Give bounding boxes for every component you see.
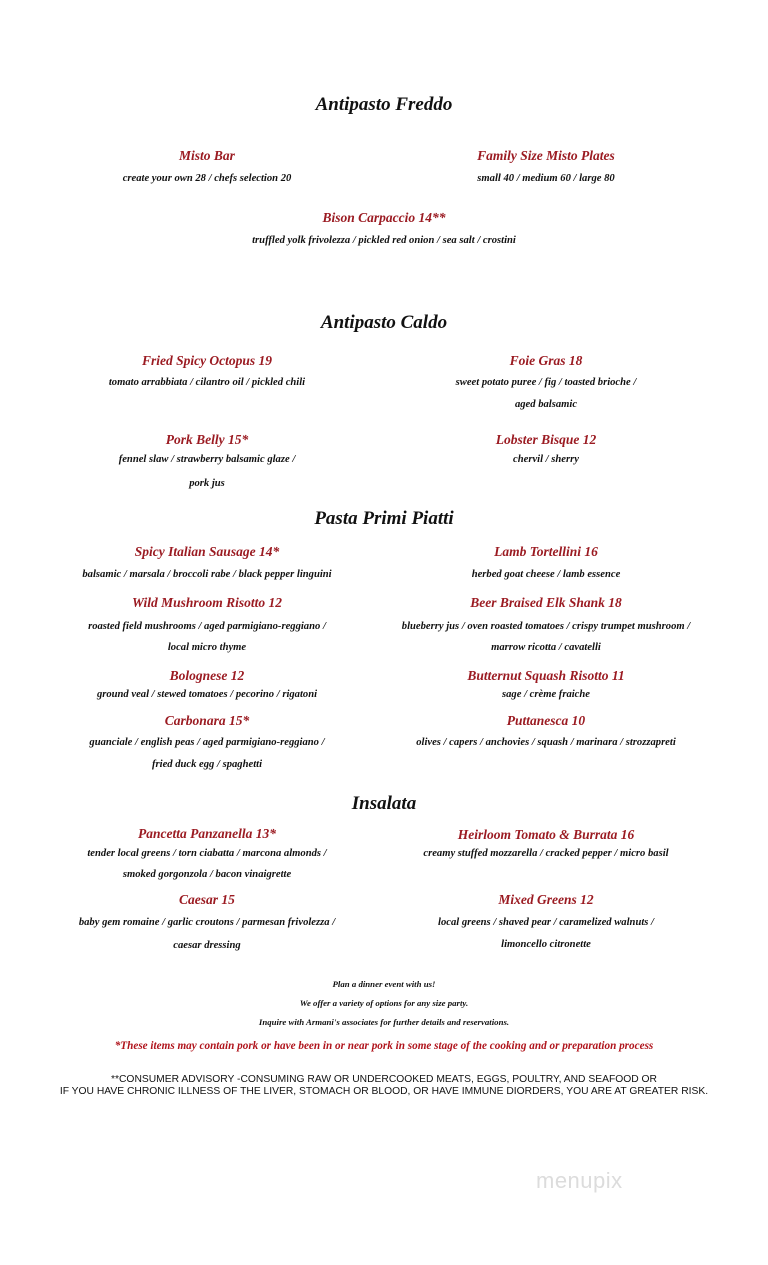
menu-item-desc: guanciale / english peas / aged parmigiano-reggiano / (89, 737, 325, 748)
menu-item-desc: olives / capers / anchovies / squash / marinara / strozzapreti (416, 737, 676, 748)
menu-item-desc: roasted field mushrooms / aged parmigiano-reggiano / (88, 621, 326, 632)
menu-item-name: Pork Belly 15* (165, 432, 249, 447)
menu-item-desc: create your own 28 / chefs selection 20 (122, 173, 292, 184)
menu-item-name: Spicy Italian Sausage 14* (134, 544, 280, 559)
section-title-pasta: Pasta Primi Piatti (314, 508, 454, 529)
menu-item-name: Lamb Tortellini 16 (494, 544, 598, 559)
menupix-watermark: menupix (536, 1168, 623, 1193)
section-title-antipasto-caldo: Antipasto Caldo (320, 312, 448, 333)
menu-item-desc: sweet potato puree / fig / toasted brioche / (455, 377, 637, 388)
menu-item-name: Wild Mushroom Risotto 12 (132, 595, 282, 610)
event-note: Inquire with Armani's associates for further details and reservations. (258, 1017, 510, 1027)
menu-item-name: Fried Spicy Octopus 19 (141, 353, 273, 368)
section-title-insalata: Insalata (351, 793, 417, 814)
menu-item-desc: limoncello citronette (501, 939, 591, 950)
menu-item-name: Caesar 15 (179, 892, 235, 907)
menu-item-desc: herbed goat cheese / lamb essence (471, 569, 621, 580)
menu-item-desc: local micro thyme (167, 642, 247, 653)
menu-item-name: Heirloom Tomato & Burrata 16 (457, 827, 635, 842)
menu-item-desc: chervil / sherry (513, 454, 579, 465)
menu-item-desc: pork jus (189, 478, 225, 489)
menu-item-desc: ground veal / stewed tomatoes / pecorino / rigatoni (96, 689, 318, 700)
event-note: Plan a dinner event with us! (332, 979, 436, 989)
menu-item-desc: aged balsamic (514, 399, 578, 410)
menu-item-name: Beer Braised Elk Shank 18 (470, 595, 622, 610)
menu-item-desc: balsamic / marsala / broccoli rabe / black pepper linguini (82, 569, 332, 580)
menu-item-desc: baby gem romaine / garlic croutons / parmesan frivolezza / (78, 917, 336, 928)
pork-warning: *These items may contain pork or have been in or near pork in some stage of the cooking and or preparation process (114, 1040, 654, 1052)
event-note: We offer a variety of options for any size party. (299, 998, 469, 1008)
menu-item-desc: marrow ricotta / cavatelli (491, 642, 601, 653)
menu-item-desc: tender local greens / torn ciabatta / marcona almonds / (87, 848, 327, 859)
menu-item-desc: fennel slaw / strawberry balsamic glaze / (118, 454, 296, 465)
menu-item-desc: fried duck egg / spaghetti (151, 759, 263, 770)
menu-item-desc: truffled yolk frivolezza / pickled red onion / sea salt / crostini (252, 235, 516, 246)
menu-item-desc: blueberry jus / oven roasted tomatoes / crispy trumpet mushroom / (401, 621, 691, 632)
menu-item-name: Misto Bar (179, 148, 235, 163)
menu-item-desc: local greens / shaved pear / caramelized walnuts / (438, 917, 654, 928)
menu-item-desc: creamy stuffed mozzarella / cracked pepper / micro basil (423, 848, 669, 859)
menu-item-name: Butternut Squash Risotto 11 (467, 668, 625, 683)
menu-item-name: Foie Gras 18 (509, 353, 583, 368)
menu-item-desc: small 40 / medium 60 / large 80 (477, 173, 615, 184)
menu-item-name: Family Size Misto Plates (477, 148, 615, 163)
menu-item-name: Lobster Bisque 12 (495, 432, 597, 447)
menu-item-desc: tomato arrabbiata / cilantro oil / pickled chili (108, 377, 306, 388)
menu-item-desc: smoked gorgonzola / bacon vinaigrette (122, 869, 292, 880)
menu-item-name: Carbonara 15* (164, 713, 250, 728)
consumer-advisory: IF YOU HAVE CHRONIC ILLNESS OF THE LIVER, STOMACH OR BLOOD, OR HAVE IMMUNE DIORDERS, YOU ARE AT GREATER RISK. (59, 1086, 709, 1097)
menu-item-name: Pancetta Panzanella 13* (138, 826, 276, 841)
menu-item-name: Bolognese 12 (169, 668, 245, 683)
menu-item-name: Bison Carpaccio 14** (322, 210, 446, 225)
menu-item-desc: caesar dressing (173, 940, 241, 951)
menu-item-desc: sage / crème fraiche (502, 689, 590, 700)
section-title-antipasto-freddo: Antipasto Freddo (315, 94, 453, 115)
menu-item-name: Mixed Greens 12 (498, 892, 594, 907)
menu-item-name: Puttanesca 10 (506, 713, 586, 728)
consumer-advisory: **CONSUMER ADVISORY -CONSUMING RAW OR UNDERCOOKED MEATS, EGGS, POULTRY, AND SEAFOOD OR (110, 1074, 657, 1085)
